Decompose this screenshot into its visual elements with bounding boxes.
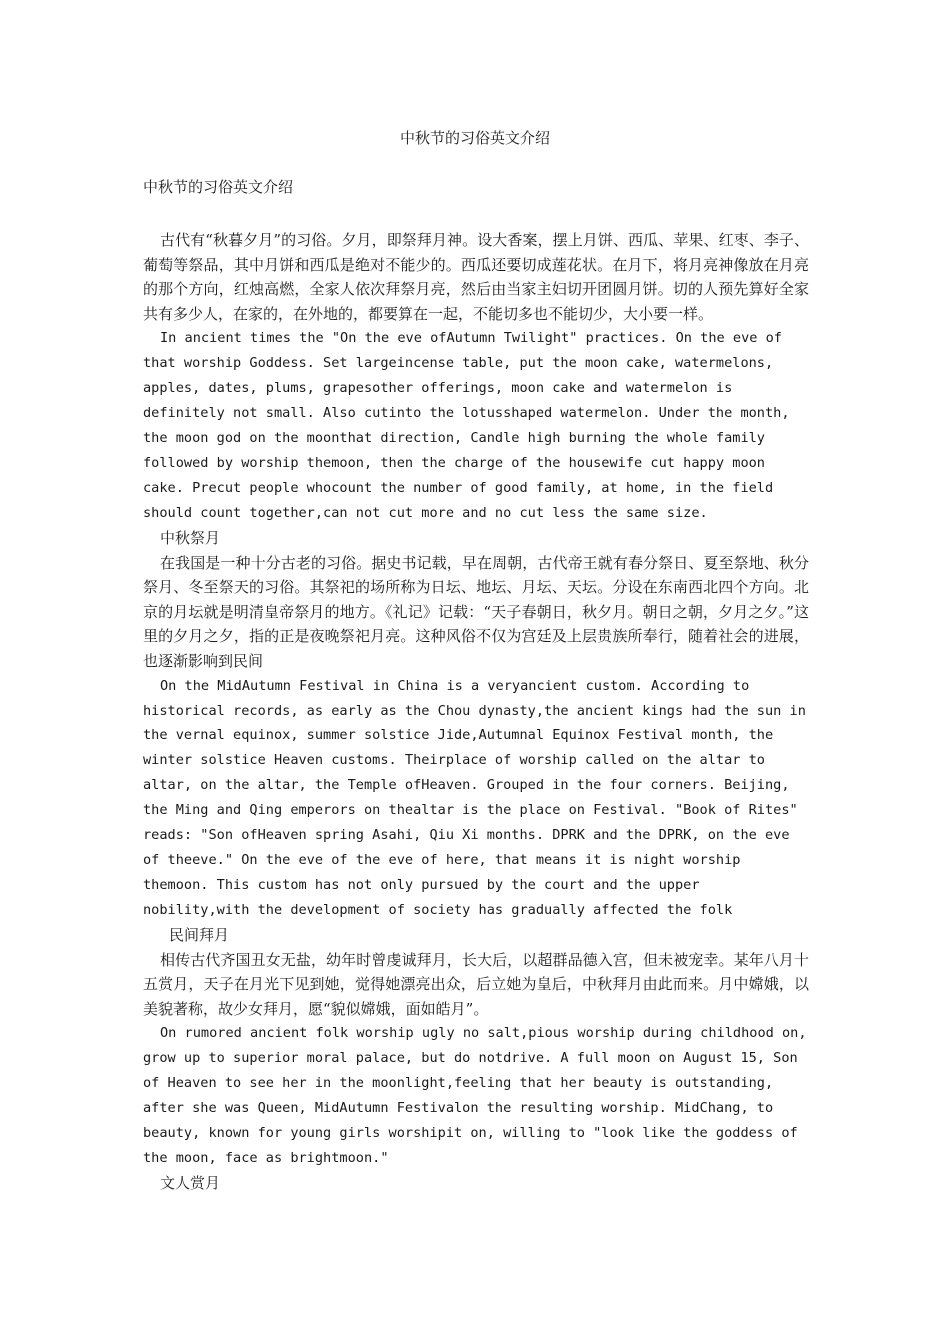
document-subtitle: 中秋节的习俗英文介绍 <box>143 178 294 196</box>
chinese-paragraph: 在我国是一种十分古老的习俗。据史书记载，早在周朝，古代帝王就有春分祭日、夏至祭地、秋分祭月、冬至祭天的习俗。其祭祀的场所称为日坛、地坛、月坛、天坛。分设在东南西北四个方向。北京的月坛就是明清皇帝祭月的地方。《礼记》记载：“天子春朝日，秋夕月。朝日之朝，夕月之夕。”这里的夕月之夕，指的正是夜晚祭祀月亮。这种风俗不仅为宫廷及上层贵族所奉行，随着社会的进展，也逐渐影响到民间 <box>143 553 809 670</box>
english-paragraph: In ancient times the "On the eve ofAutumn Twilight" practices. On the eve of that worship Goddess. Set largeincense table, put the moon cake, watermelons, apples, dates, plums, grapesother offerings, moon cake and watermelon is definitely not small. Also cutinto the lotusshaped watermelon. Under the month, the moon god on the moonthat direction, Candle high burning the whole family followed by worship themoon, then the charge of the housewife cut happy moon cake. Precut people whocount the number of good family, at home, in the field should count together,can not cut more and no cut less the same size. <box>143 330 790 521</box>
section-heading: 中秋祭月 <box>160 528 221 547</box>
document-body <box>143 228 809 1196</box>
english-paragraph: On the MidAutumn Festival in China is a veryancient custom. According to historical records, as early as the Chou dynasty,the ancient kings had the sun in the vernal equinox, summer solstice Jide,Autumnal Equinox Festival month, the winter solstice Heaven customs. Theirplace of worship called on the altar to altar, on the altar, the Temple ofHeaven. Grouped in the four corners. Beijing, the Ming and Qing emperors on thealtar is the place on Festival. "Book of Rites" reads: "Son ofHeaven spring Asahi, Qiu Xi months. DPRK and the DPRK, on the eve of theeve." On the eve of the eve of here, that means it is night worship themoon. This custom has not only pursued by the court and the upper nobility,with the development of society has gradually affected the folk <box>143 677 806 918</box>
document-title: 中秋节的习俗英文介绍 <box>399 129 550 147</box>
section-heading: 文人赏月 <box>160 1173 221 1192</box>
chinese-paragraph: 相传古代齐国丑女无盐，幼年时曾虔诚拜月，长大后，以超群品德入宫，但未被宠幸。某年八月十五赏月，天子在月光下见到她，觉得她漂亮出众，后立她为皇后，中秋拜月由此而来。月中嫦娥，以美貌著称，故少女拜月，愿“貌似嫦娥，面如皓月”。 <box>143 950 809 1018</box>
section-heading: 民间拜月 <box>169 925 230 944</box>
english-paragraph: On rumored ancient folk worship ugly no salt,pious worship during childhood on, grow up to superior moral palace, but do notdrive. A full moon on August 15, Son of Heaven to see her in the moonlight,feeling that her beauty is outstanding, after she was Queen, MidAutumn Festivalon the resulting worship. MidChang, to beauty, known for young girls worshipit on, willing to "look like the goddess of the moon, face as brightmoon." <box>143 1025 807 1166</box>
chinese-paragraph: 古代有“秋暮夕月”的习俗。夕月，即祭拜月神。设大香案，摆上月饼、西瓜、苹果、红枣、李子、葡萄等祭品，其中月饼和西瓜是绝对不能少的。西瓜还要切成莲花状。在月下，将月亮神像放在月亮的那个方向，红烛高燃，全家人依次拜祭月亮，然后由当家主妇切开团圆月饼。切的人预先算好全家共有多少人，在家的，在外地的，都要算在一起，不能切多也不能切少，大小要一样。 <box>143 231 809 323</box>
